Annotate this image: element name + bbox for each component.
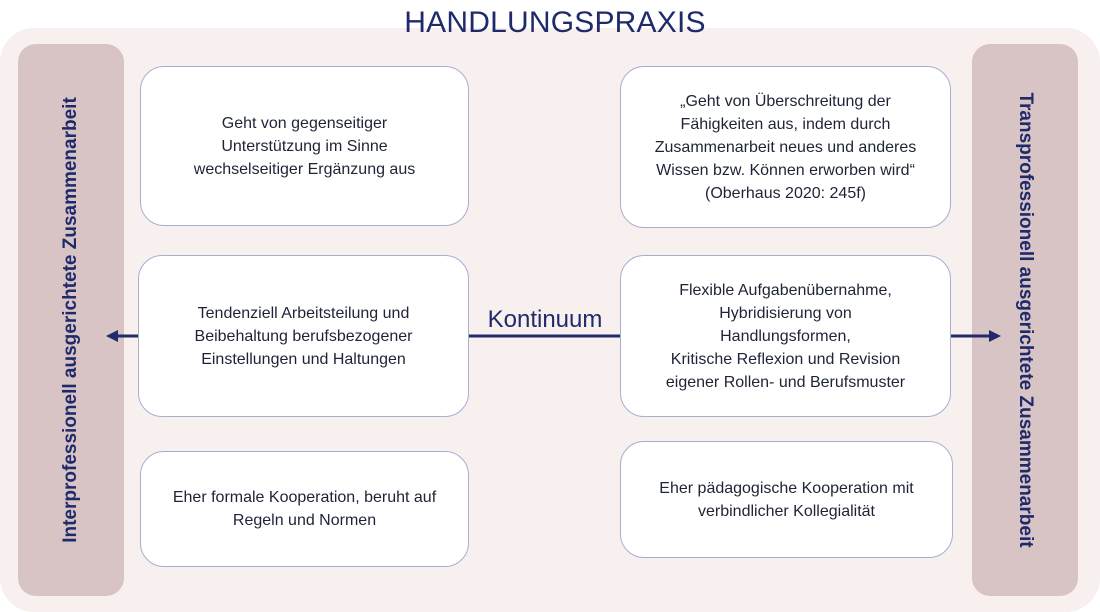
diagram-title: HANDLUNGSPRAXIS	[404, 6, 706, 39]
right-box-text: Eher pädagogische Kooperation mit verbindlicher Kollegialität	[659, 479, 914, 520]
left-box-text: Geht von gegenseitiger Unterstützung im Sinne wechselseitiger Ergänzung aus	[193, 114, 416, 178]
left-box-text: Eher formale Kooperation, beruht auf Regeln und Normen	[172, 489, 437, 529]
right-box-text: „Geht von Überschreitung der Fähigkeiten aus, indem durch Zusammenarbeit neues und anderes Wissen bzw. Können erworben wird“ (Oberhaus 2020: 245f)	[654, 92, 917, 202]
right-box-pedagogical-cooperation	[620, 441, 953, 558]
left-box-formal-cooperation	[140, 451, 469, 567]
continuum-label: Kontinuum	[487, 306, 603, 333]
right-box-text: Flexible Aufgabenübernahme, Hybridisierung von Handlungsformen, Kritische Reflexion und Revision eigener Rollen- und Berufsmuster	[665, 281, 906, 391]
right-axis-label: Transprofessionell ausgerichtete Zusammenarbeit	[1015, 92, 1036, 548]
left-box-text: Tendenziell Arbeitsteilung und Beibehaltung berufsbezogener Einstellungen und Haltungen	[194, 304, 413, 368]
left-box-division-of-labor	[138, 255, 469, 417]
right-box-exceeding-abilities	[620, 66, 951, 228]
left-box-mutual-support	[140, 66, 469, 226]
left-axis-label: Interprofessionell ausgerichtete Zusammenarbeit	[60, 97, 81, 543]
right-box-flexible-tasks	[620, 255, 951, 417]
